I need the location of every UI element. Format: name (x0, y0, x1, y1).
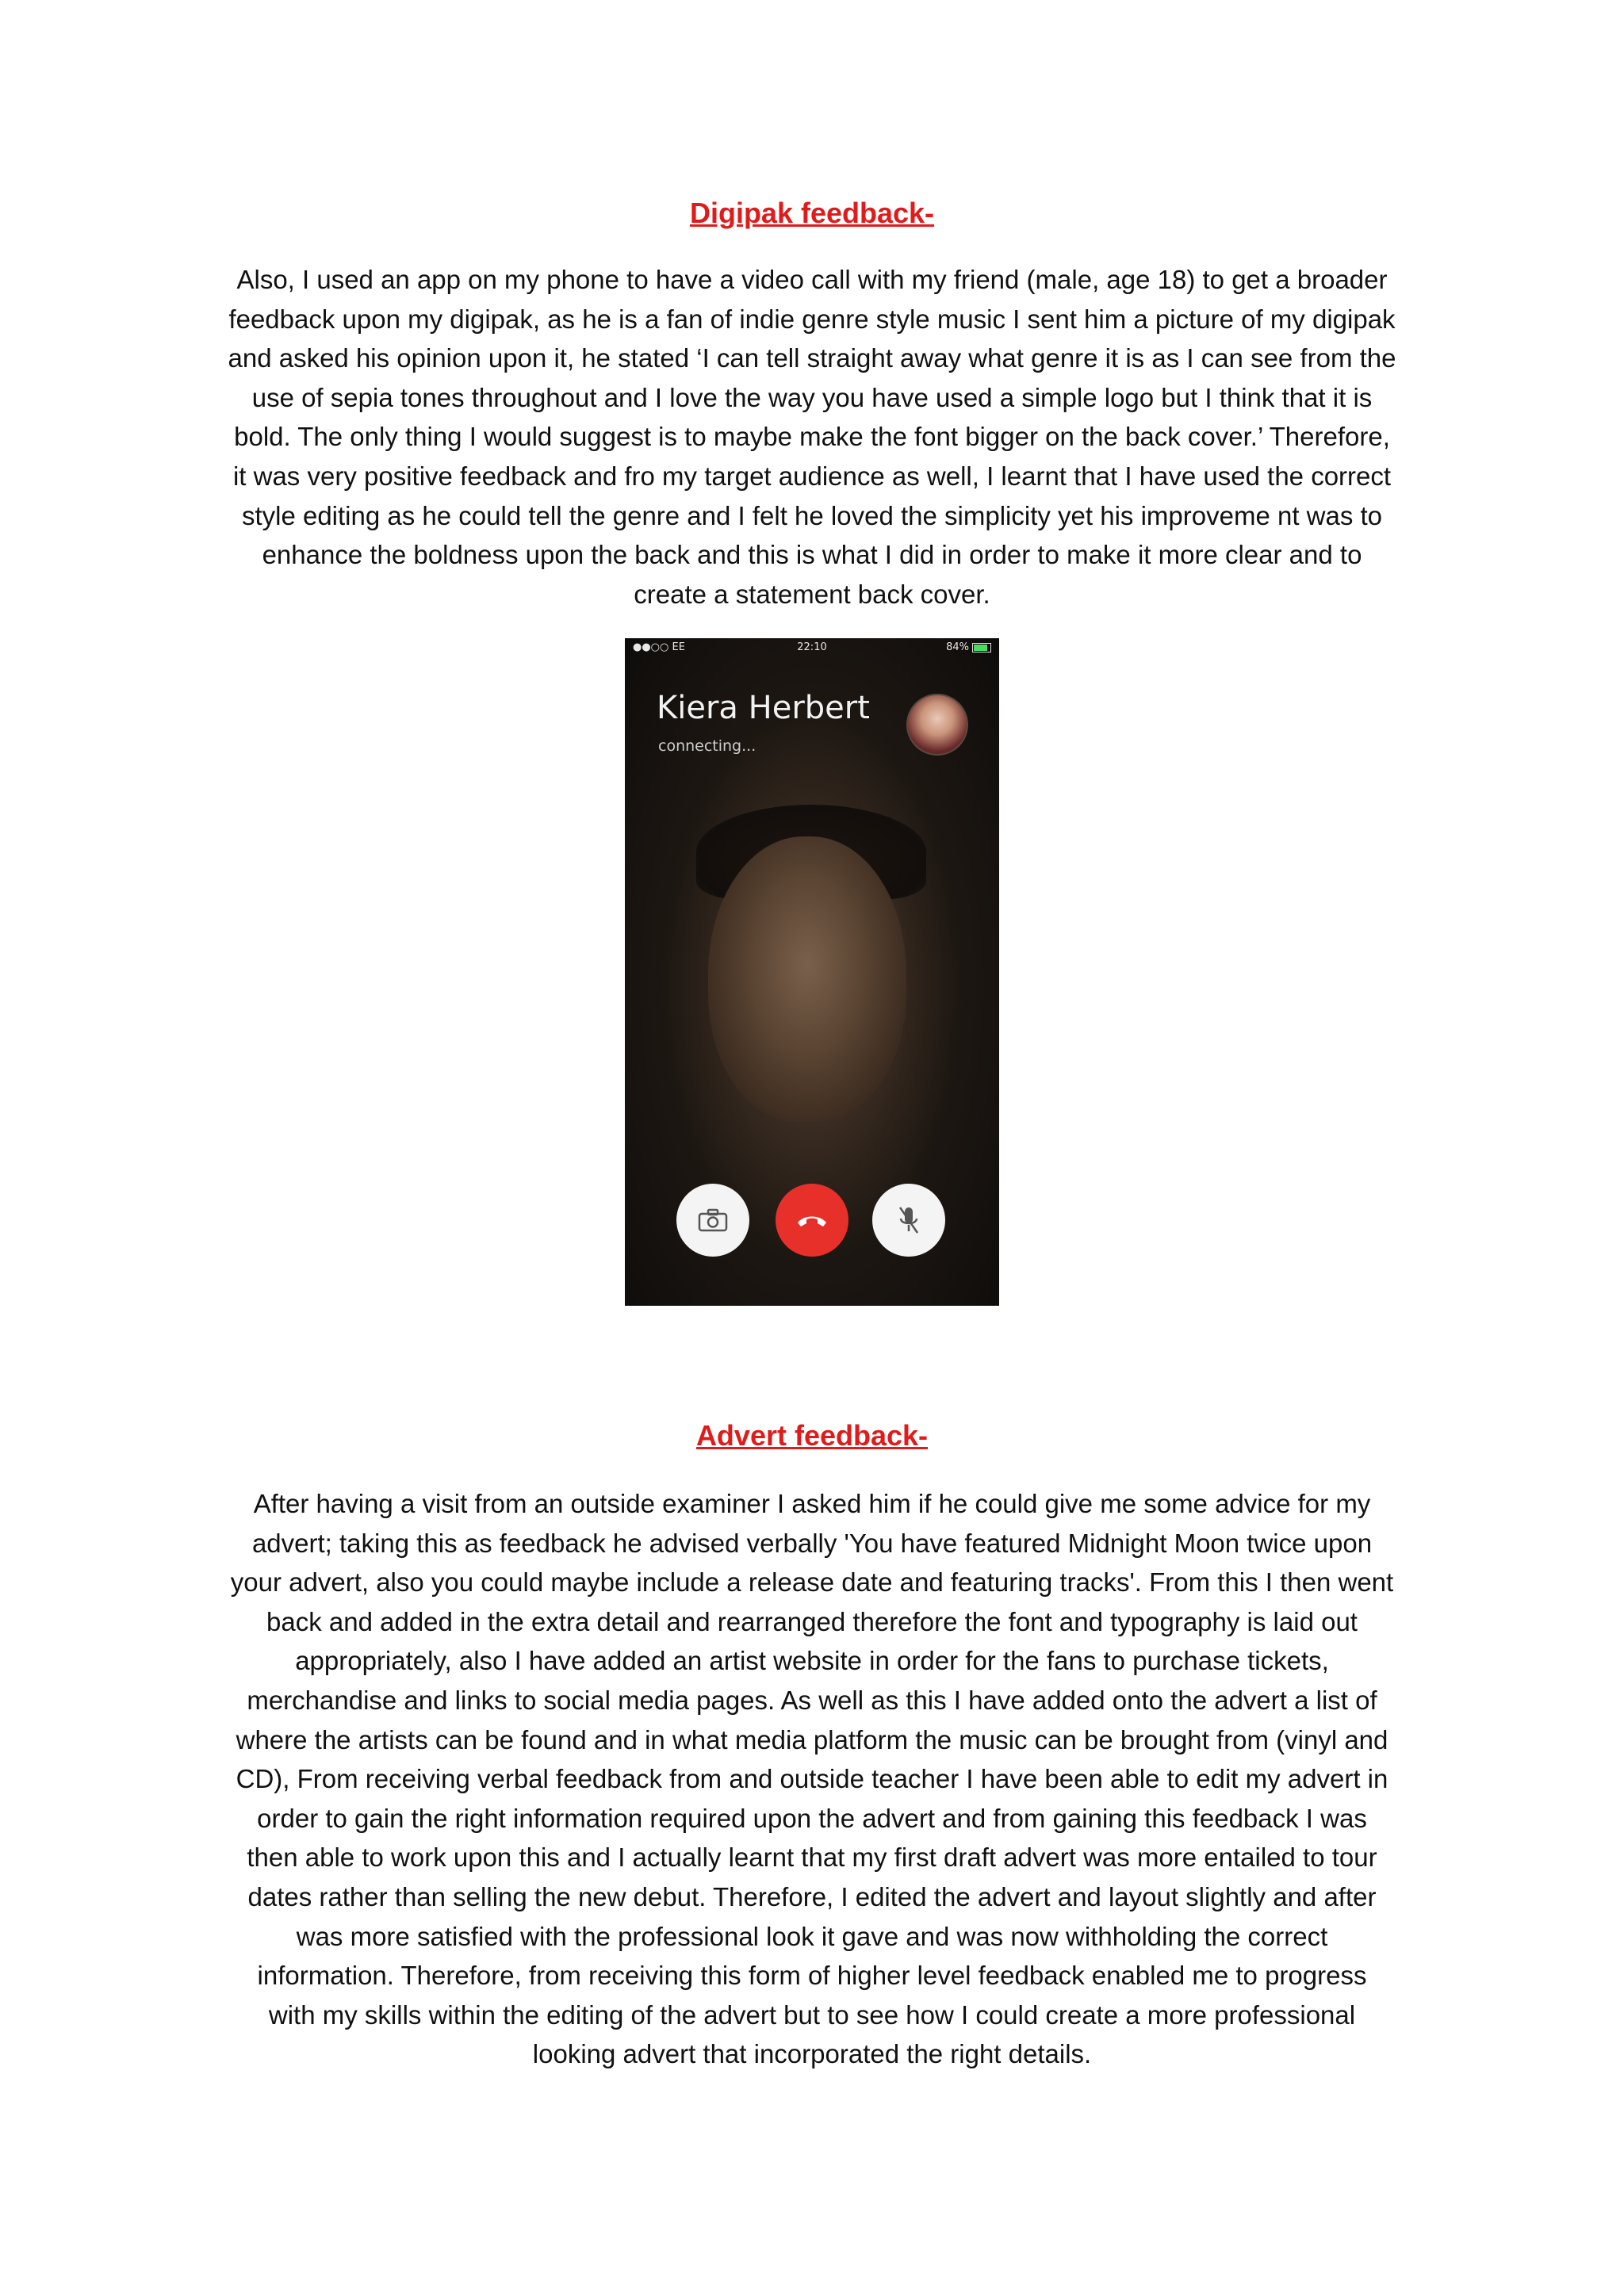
paragraph-line: Also, I used an app on my phone to have a video call with my friend (male, age 18) to get a broader (236, 265, 1388, 294)
paragraph-line: bold. The only thing I would suggest is to maybe make the font bigger on the back cover.’ Therefore, (234, 422, 1390, 452)
paragraph-line: CD), From receiving verbal feedback from and outside teacher I have been able to edit my advert in (236, 1764, 1388, 1794)
paragraph-line: After having a visit from an outside examiner I asked him if he could give me some advice for my (253, 1489, 1371, 1518)
paragraph-line: with my skills within the editing of the advert but to see how I could create a more professional (268, 1999, 1356, 2030)
paragraph-line: feedback upon my digipak, as he is a fan of indie genre style music I sent him a picture of my digipak (228, 304, 1396, 334)
paragraph-line: style editing as he could tell the genre and I felt he loved the simplicity yet his improveme nt was to (241, 500, 1383, 530)
battery-icon (972, 643, 991, 652)
mute-button[interactable] (872, 1184, 945, 1257)
video-feed-face (708, 836, 906, 1122)
advert-heading: Advert feedback- (695, 1419, 929, 1452)
paragraph-line: order to gain the right information required upon the advert and from gaining this feedback I was (257, 1803, 1367, 1833)
paragraph-line: create a statement back cover. (634, 579, 990, 609)
paragraph-line: merchandise and links to social media pages. As well as this I have added onto the advert a list of (247, 1685, 1377, 1715)
paragraph-line: your advert, also you could maybe include a release date and featuring tracks'. From this I then went (230, 1567, 1394, 1598)
paragraph-line: appropriately, also I have added an artist website in order for the fans to purchase tickets, (295, 1646, 1329, 1676)
paragraph-line: use of sepia tones throughout and I love the way you have used a simple logo but I think that it is (251, 382, 1373, 412)
paragraph-line: was more satisfied with the professional look it gave and was now withholding the correct (296, 1921, 1328, 1951)
paragraph-line: it was very positive feedback and fro my target audience as well, I learnt that I have used the correct (232, 461, 1392, 491)
paragraph-line: advert; taking this as feedback he advised verbally 'You have featured Midnight Moon twice upon (251, 1528, 1373, 1558)
paragraph-line: looking advert that incorporated the right details. (532, 2039, 1092, 2069)
digipak-heading: Digipak feedback- (689, 197, 935, 229)
status-bar (625, 638, 999, 657)
advert-paragraph (190, 1484, 1434, 2074)
digipak-paragraph (190, 260, 1434, 614)
caller-avatar (906, 694, 968, 756)
end-call-button[interactable] (776, 1184, 848, 1257)
video-call-screenshot (625, 638, 999, 1306)
phone-hangup-icon (795, 1211, 829, 1230)
battery-percent: 84% (946, 641, 969, 653)
camera-icon (697, 1207, 729, 1233)
paragraph-line: then able to work upon this and I actually learnt that my first draft advert was more entailed to tour (247, 1843, 1377, 1873)
paragraph-line: back and added in the extra detail and rearranged therefore the font and typography is laid out (266, 1606, 1358, 1636)
status-time: 22:10 (797, 641, 827, 653)
paragraph-line: and asked his opinion upon it, he stated ‘I can tell straight away what genre it is as I can see from the (228, 343, 1396, 373)
paragraph-line: information. Therefore, from receiving this form of higher level feedback enabled me to progress (257, 1961, 1367, 1991)
microphone-muted-icon (897, 1204, 921, 1236)
call-status: connecting... (658, 737, 756, 755)
switch-camera-button[interactable] (676, 1184, 749, 1257)
caller-name: Kiera Herbert (657, 690, 870, 726)
paragraph-line: where the artists can be found and in what media platform the music can be brought from (vinyl and (236, 1724, 1388, 1755)
paragraph-line: dates rather than selling the new debut. Therefore, I edited the advert and layout slightly and after (247, 1881, 1377, 1911)
battery-status (946, 641, 991, 653)
carrier-signal: ●●○○ EE (633, 641, 685, 653)
paragraph-line: enhance the boldness upon the back and this is what I did in order to make it more clear and to (262, 540, 1362, 570)
